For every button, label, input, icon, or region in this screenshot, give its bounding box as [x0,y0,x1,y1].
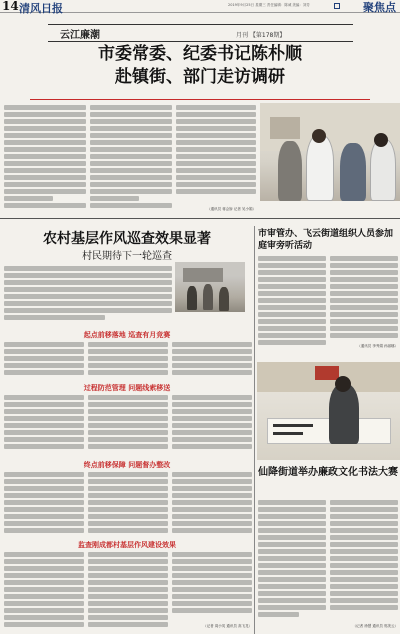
column-top-rule [48,24,353,25]
feature-intro [4,266,172,326]
column-issue: 月刊 【第178期】 [236,32,286,39]
feature-section-4-title: 监查刚成都村基层作风建设效果 [78,540,176,549]
feature-section-4-col-3 [172,552,252,622]
calligraphy-photo [257,362,400,460]
lead-body-column-3 [176,105,256,213]
feature-section-2-col-1 [4,395,84,455]
feature-section-3-title: 终点前移保障 问题督办整改 [83,460,171,469]
section-title: 聚焦点 [363,1,396,14]
right2-body-col-2 [330,500,398,612]
feature-section-3-col-3 [172,472,252,536]
feature-section-4-col-1 [4,552,84,630]
feature-byline: （记者 周小英 通讯员 高飞龙） [203,624,252,628]
page-number: 14 [2,0,19,13]
feature-section-2-col-3 [172,395,252,455]
feature-section-1-col-3 [172,342,252,378]
right1-body-col-2 [330,256,398,342]
right1-byline: （通讯员 李秀娟 孙丽娜） [357,344,398,348]
dateline: 2019年9月25日 星期三 责任编辑：陈诚 美编：刘芳 [228,3,310,7]
column-bottom-rule [48,41,353,42]
masthead [0,0,400,13]
right2-body-col-1 [258,500,326,620]
feature-section-4-col-2 [88,552,168,630]
right1-headline: 市审管办、飞云街道组织人员参加庭审旁听活动 [258,229,394,251]
column-title: 云江廉潮 [60,30,100,41]
lead-headline-line2: 赴镇街、部门走访调研 [115,67,285,87]
feature-headline: 农村基层作风巡查效果显著 [43,231,211,247]
feature-photo [175,262,245,312]
lead-body-column-1 [4,105,86,213]
feature-section-3-col-2 [88,472,168,536]
feature-section-1-col-1 [4,342,84,378]
feature-section-2-title: 过程防范管理 问题线索移送 [83,383,171,392]
feature-section-1-col-2 [88,342,168,378]
feature-section-1-title: 起点前移落地 巡查有月竞赛 [83,330,171,339]
right2-headline: 仙降街道举办廉政文化书法大赛 [258,467,398,478]
lead-byline: （通讯员 蒋会娇 记者 吴小娟） [207,207,256,211]
lead-photo [260,103,400,201]
column-separator [254,226,255,634]
right2-byline: （记者 徐慧 通讯员 郭美云） [352,624,398,628]
feature-subhead: 村民期待下一轮巡查 [82,251,172,262]
right1-body-col-1 [258,256,326,348]
newspaper-name: 清风日报 [19,2,63,15]
section-divider [0,218,400,219]
feature-section-2-col-2 [88,395,168,455]
section-marker-icon [334,3,340,9]
lead-red-rule [30,99,370,100]
lead-body-column-2 [90,105,172,213]
feature-section-3-col-1 [4,472,84,536]
lead-headline-line1: 市委常委、纪委书记陈朴顺 [98,44,302,64]
